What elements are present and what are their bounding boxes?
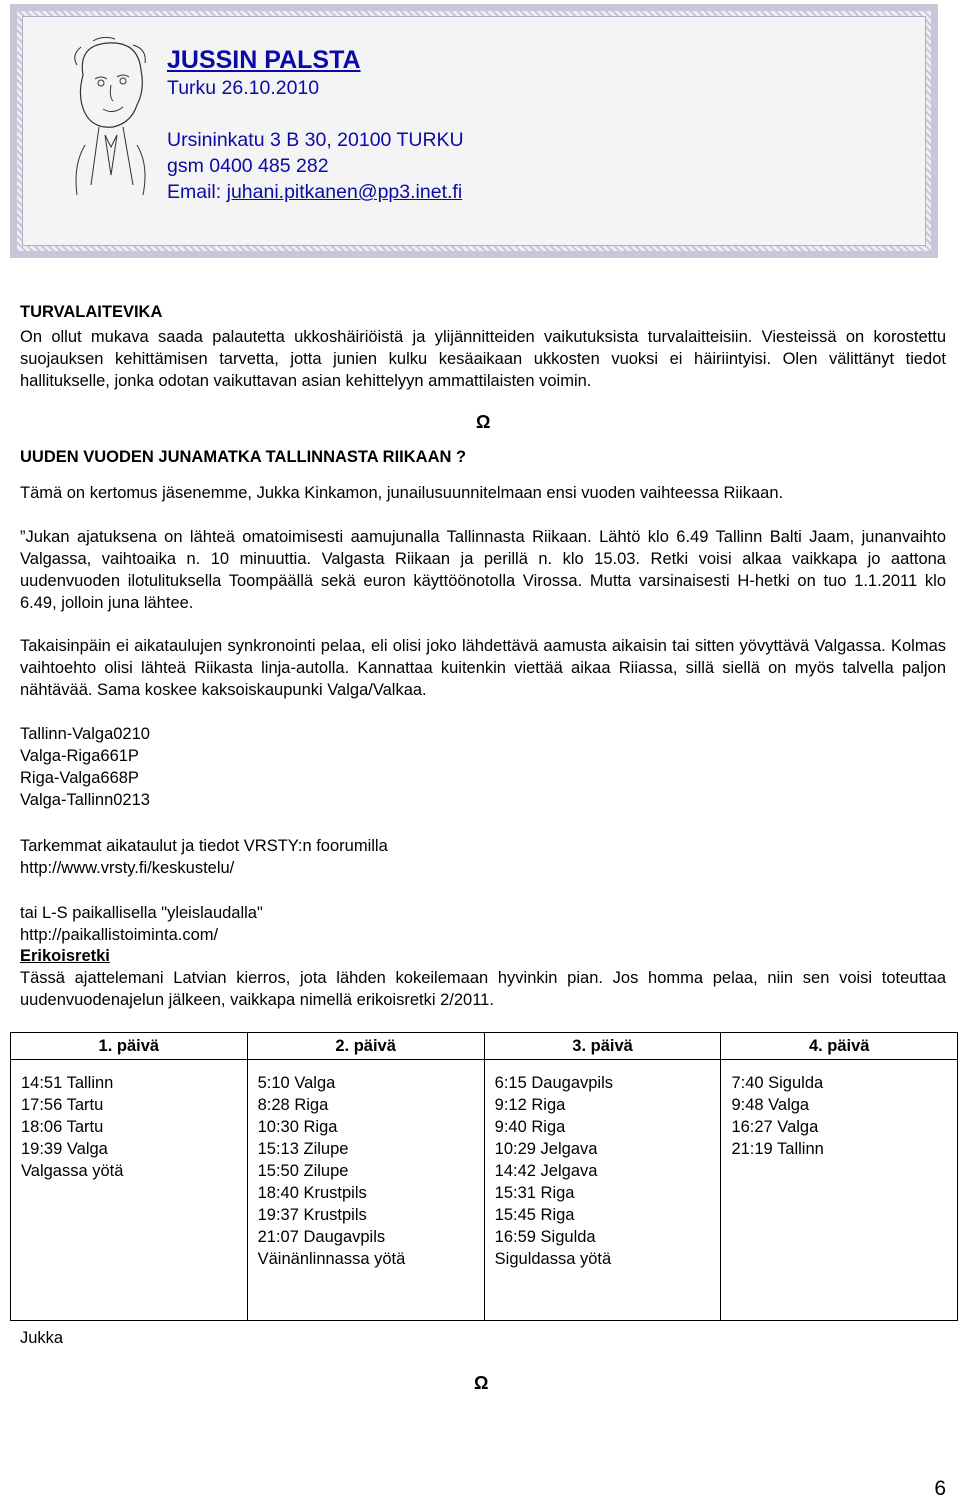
day-stops-cell xyxy=(721,1060,958,1321)
day-stops-cell xyxy=(11,1060,248,1321)
header-text xyxy=(167,45,464,205)
section-title-turvalaitevika: TURVALAITEVIKA xyxy=(20,303,163,321)
more-info-text: Tarkemmat aikataulut ja tiedot VRSTY:n foorumilla xyxy=(20,837,388,855)
email-link[interactable]: juhani.pitkanen@pp3.inet.fi xyxy=(226,181,463,203)
day-header: 3. päivä xyxy=(484,1033,721,1060)
stop-item: 8:28 Riga xyxy=(257,1096,329,1114)
stop-item: 17:56 Tartu xyxy=(21,1096,104,1114)
stop-item: 16:59 Sigulda xyxy=(494,1228,596,1246)
day-stops-cell xyxy=(484,1060,721,1321)
stop-item: 9:48 Valga xyxy=(731,1096,810,1114)
train-item: Tallinn-Valga0210 xyxy=(20,725,150,743)
email-line xyxy=(167,179,464,205)
page-number: 6 xyxy=(934,1477,946,1500)
stop-item: 21:19 Tallinn xyxy=(731,1140,824,1158)
signature: Jukka xyxy=(20,1329,64,1347)
section-title-junamatka: UUDEN VUODEN JUNAMATKA TALLINNASTA RIIKAAN ? xyxy=(20,448,467,466)
stop-item: 16:27 Valga xyxy=(731,1118,819,1136)
omega-separator: Ω xyxy=(476,412,491,432)
stop-item: Väinänlinnassa yötä xyxy=(257,1250,406,1268)
alt-forum-url[interactable]: http://paikallistoiminta.com/ xyxy=(20,926,219,944)
header-box xyxy=(10,4,938,258)
address: Ursininkatu 3 B 30, 20100 TURKU xyxy=(167,129,464,151)
omega-separator: Ω xyxy=(474,1373,489,1393)
train-item: Riga-Valga668P xyxy=(20,769,139,787)
stop-item: 19:39 Valga xyxy=(21,1140,108,1158)
portrait-sketch-icon xyxy=(63,35,153,205)
stop-item: 18:06 Tartu xyxy=(21,1118,104,1136)
stop-item: Siguldassa yötä xyxy=(494,1250,612,1268)
day-header: 2. päivä xyxy=(247,1033,484,1060)
day-header: 1. päivä xyxy=(11,1033,248,1060)
itinerary-table xyxy=(10,1032,958,1321)
place-date: Turku 26.10.2010 xyxy=(167,77,320,99)
alt-forum-text: tai L-S paikallisella "yleislaudalla" xyxy=(20,904,263,922)
stop-item: 14:42 Jelgava xyxy=(494,1162,598,1180)
plan-paragraph: ”Jukan ajatuksena on lähteä omatoimisesti aamujunalla Tallinnasta Riikaan. Lähtö klo 6.49 Tallinn Balti Jaam, junanvaihto Valgassa, vaihtoaika n. 10 minuuttia. Valgasta Riikaan ja perillä n. klo 15.03. Retki voisi alkaa vaikkapa jo aattona uudenvuoden ilotulituksella Toompäällä sekä euron käyttöönotolla Virossa. Mutta varsinaisesti H-hetki on tuo 1.1.2011 klo 6.49, jolloin juna lähtee. xyxy=(20,528,946,612)
return-paragraph: Takaisinpäin ei aikataulujen synkronointi pelaa, eli olisi joko lähdettävä aamusta aikaisin tai sitten yövyttävä Valgassa. Kolmas vaihtoehto olisi lähteä Riikasta linja-autolla. Kannattaa kuitenkin viettää aikaa Riiassa, sillä siellä on myös talvella paljon nähtävää. Sama koskee kaksoiskaupunki Valga/Valkaa. xyxy=(20,637,946,699)
day-header: 4. päivä xyxy=(721,1033,958,1060)
stop-item: 15:45 Riga xyxy=(494,1206,575,1224)
stop-item: 6:15 Daugavpils xyxy=(494,1074,613,1092)
intro-paragraph: Tämä on kertomus jäsenemme, Jukka Kinkamon, junailusuunnitelmaan ensi vuoden vaihteessa Riikaan. xyxy=(20,484,784,502)
phone: gsm 0400 485 282 xyxy=(167,155,329,177)
train-item: Valga-Tallinn0213 xyxy=(20,791,150,809)
stop-item: 7:40 Sigulda xyxy=(731,1074,824,1092)
forum-url[interactable]: http://www.vrsty.fi/keskustelu/ xyxy=(20,859,235,877)
stop-item: 18:40 Krustpils xyxy=(257,1184,367,1202)
section-body-turvalaitevika: On ollut mukava saada palautetta ukkoshäiriöistä ja ylijännitteiden vaikutuksista turvalaitteisiin. Viesteissä on korostettu suojauksen kehittämisen tarvetta, jotta junien kulku kesäaikaan ukkosten vuoksi ei häiriintyisi. Olen välittänyt tiedot hallitukselle, jonka odotan vaikuttavan asian kehittelyyn ammattilaisten voimin. xyxy=(20,328,946,390)
email-label: Email: xyxy=(167,181,227,203)
stop-item: 10:30 Riga xyxy=(257,1118,338,1136)
stop-item: Valgassa yötä xyxy=(21,1162,124,1180)
stop-item: 5:10 Valga xyxy=(257,1074,336,1092)
train-item: Valga-Riga661P xyxy=(20,747,139,765)
stop-item: 9:40 Riga xyxy=(494,1118,566,1136)
stop-item: 21:07 Daugavpils xyxy=(257,1228,386,1246)
table-header-row xyxy=(11,1033,958,1060)
special-trip-body: Tässä ajattelemani Latvian kierros, jota lähden kokeilemaan hyvinkin pian. Jos homma pelaa, niin sen voisi toteuttaa uudenvuodenajelun jälkeen, vaikkapa nimellä erikoisretki 2/2011. xyxy=(20,969,946,1009)
stop-item: 9:12 Riga xyxy=(494,1096,566,1114)
column-title: JUSSIN PALSTA xyxy=(167,46,361,74)
special-trip-title: Erikoisretki xyxy=(20,947,110,965)
stop-item: 15:13 Zilupe xyxy=(257,1140,349,1158)
stop-item: 19:37 Krustpils xyxy=(257,1206,367,1224)
stop-item: 15:31 Riga xyxy=(494,1184,575,1202)
header-inner xyxy=(22,16,926,246)
train-list xyxy=(20,723,946,811)
table-row xyxy=(11,1060,958,1321)
stop-item: 10:29 Jelgava xyxy=(494,1140,598,1158)
stop-item: 14:51 Tallinn xyxy=(21,1074,114,1092)
day-stops-cell xyxy=(247,1060,484,1321)
stop-item: 15:50 Zilupe xyxy=(257,1162,349,1180)
